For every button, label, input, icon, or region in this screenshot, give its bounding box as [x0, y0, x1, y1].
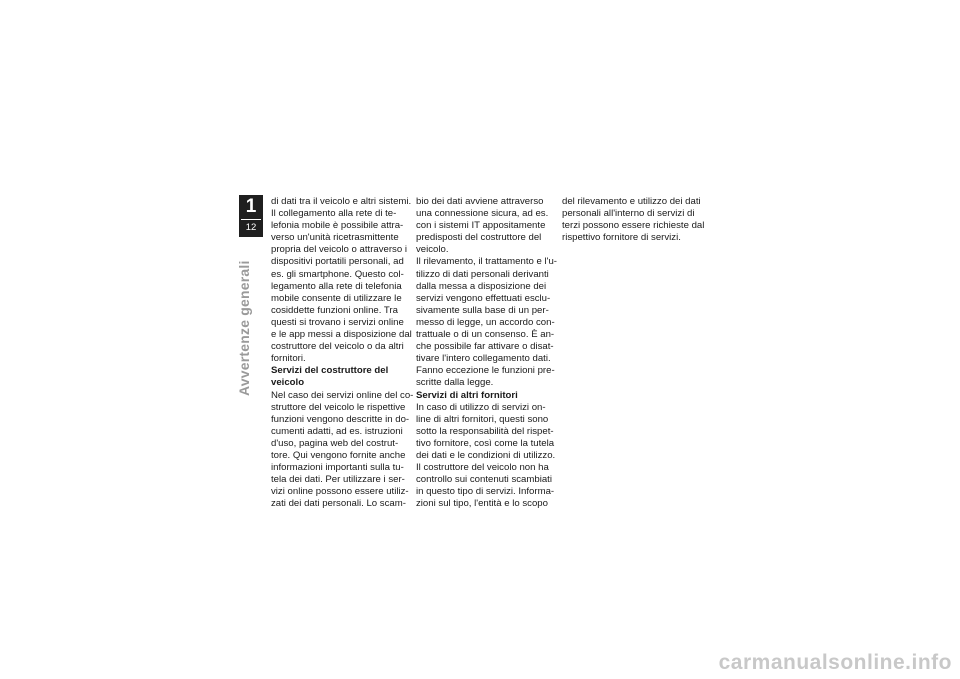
text-line: cosiddette funzioni online. Tra	[271, 304, 398, 316]
text-line: dalla messa a disposizione dei	[416, 280, 547, 292]
text-line: zioni sul tipo, l'entità e lo scopo	[416, 498, 548, 510]
text-line: predisposti del costruttore del	[416, 232, 542, 244]
page-number: 12	[245, 222, 257, 233]
chapter-title: Avvertenze generali	[236, 260, 252, 396]
text-line: Il collegamento alla rete di te-	[271, 208, 397, 220]
text-line: che possibile far attivare o disat-	[416, 341, 554, 353]
text-line: sotto la responsabilità del rispet-	[416, 425, 554, 437]
watermark: carmanualsonline.info	[718, 651, 952, 674]
text-line: in questo tipo di servizi. Informa-	[416, 486, 555, 498]
text-line: cumenti adatti, ad es. istruzioni	[271, 425, 403, 437]
text-line: tilizzo di dati personali derivanti	[416, 268, 549, 280]
text-line: Il costruttore del veicolo non ha	[416, 462, 549, 474]
text-line: tivo fornitore, così come la tutela	[416, 437, 555, 449]
text-line: tela dei dati. Per utilizzare i ser-	[271, 474, 405, 486]
text-line: scritte dalla legge.	[416, 377, 494, 389]
text-line: veicolo.	[416, 244, 449, 256]
text-line: terzi possono essere richieste dal	[562, 220, 705, 232]
section-heading: Servizi di altri fornitori	[416, 389, 518, 401]
text-line: informazioni importanti sulla tu-	[271, 462, 404, 474]
text-line: Il rilevamento, il trattamento e l'u-	[416, 256, 557, 268]
text-column-1	[271, 196, 414, 510]
text-line: e le app messi a disposizione dal	[271, 329, 412, 341]
chapter-number: 1	[245, 196, 257, 217]
text-line: dei dati e le condizioni di utilizzo.	[416, 449, 556, 461]
text-line: funzioni vengono descritte in do-	[271, 413, 410, 425]
text-line: es. gli smartphone. Questo col-	[271, 268, 404, 280]
text-line: fornitori.	[271, 353, 306, 365]
text-line: Fanno eccezione le funzioni pre-	[416, 365, 555, 377]
section-heading: Servizi del costruttore del	[271, 365, 389, 377]
text-line: In caso di utilizzo di servizi on-	[416, 401, 546, 413]
chapter-divider	[241, 219, 261, 220]
text-line: rispettivo fornitore di servizi.	[562, 232, 681, 244]
text-line: controllo sui contenuti scambiati	[416, 474, 552, 486]
text-line: servizi vengono effettuati esclu-	[416, 292, 551, 304]
text-line: personali all'interno di servizi di	[562, 208, 695, 220]
text-line: messo di legge, un accordo con-	[416, 316, 555, 328]
text-line: tore. Qui vengono fornite anche	[271, 449, 406, 461]
text-line: costruttore del veicolo o da altri	[271, 341, 404, 353]
text-line: line di altri fornitori, questi sono	[416, 413, 549, 425]
text-line: vizi online possono essere utiliz-	[271, 486, 409, 498]
text-line: sivamente sulla base di un per-	[416, 304, 549, 316]
text-line: di dati tra il veicolo e altri sistemi.	[271, 196, 412, 207]
text-column-3	[562, 196, 705, 244]
text-line: una connessione sicura, ad es.	[416, 208, 549, 220]
text-line: propria del veicolo o attraverso i	[271, 244, 407, 256]
text-line: zati dei dati personali. Lo scam-	[271, 498, 406, 510]
text-line: del rilevamento e utilizzo dei dati	[562, 196, 701, 207]
text-line: mobile consente di utilizzare le	[271, 292, 402, 304]
text-line: struttore del veicolo le rispettive	[271, 401, 406, 413]
text-line: verso un'unità ricetrasmittente	[271, 232, 399, 244]
text-line: tivare l'intero collegamento dati.	[416, 353, 551, 365]
section-heading: veicolo	[271, 377, 305, 389]
text-line: lefonia mobile è possibile attra-	[271, 220, 404, 232]
text-line: con i sistemi IT appositamente	[416, 220, 546, 232]
text-line: trattuale o di un consenso. È an-	[416, 329, 555, 341]
text-line: legamento alla rete di telefonia	[271, 280, 402, 292]
chapter-tab	[239, 195, 263, 237]
text-line: Nel caso dei servizi online del co-	[271, 389, 414, 401]
text-line: bio dei dati avviene attraverso	[416, 196, 544, 207]
text-line: dispositivi portatili personali, ad	[271, 256, 404, 268]
text-line: questi si trovano i servizi online	[271, 316, 404, 328]
text-line: d'uso, pagina web del costrut-	[271, 437, 399, 449]
text-column-2	[416, 196, 556, 510]
